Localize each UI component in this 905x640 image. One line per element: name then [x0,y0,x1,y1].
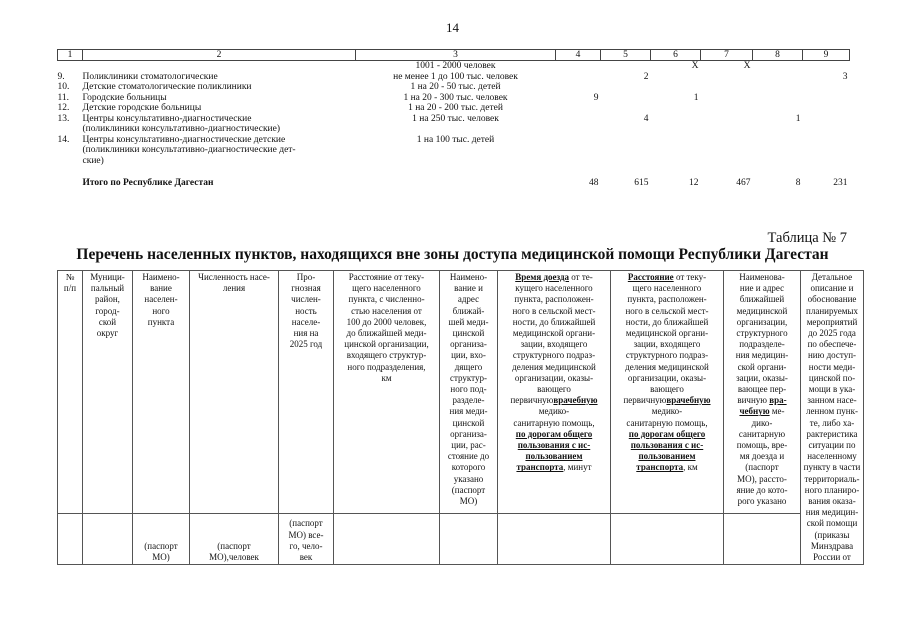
page-number: 14 [446,20,459,35]
count-cell [803,82,850,93]
col-header: 9 [803,50,850,61]
count-cell: 1 [795,113,801,124]
road-distance-text: от теку- щего населенного пункта, расположен- ного в сельской мест- ности, до ближайшей медицинской органи- зации, входящего структурного подраз- деления медицинской организации, оказы- вающего первичную [623,272,709,406]
header-cell-num: № п/п [58,271,83,514]
count-cell [556,135,601,167]
count-cell [803,135,850,167]
total-value: 231 [833,177,848,188]
facility-name: Центры консультативно-диагностические (поликлиники консультативно-диагностические) [82,113,281,134]
count-cell: 4 [643,113,649,124]
count-cell [651,72,701,83]
norm-value: 1001 - 2000 человек [415,61,496,71]
norm-value: не менее 1 до 100 тыс. человек [393,71,518,82]
table-row [58,82,850,93]
empty-cell [611,514,724,565]
count-cell [753,135,803,167]
count-cell [651,135,701,167]
sub-cell-passport: (паспорт МО) [133,514,190,565]
count-cell [753,82,803,93]
header-cell-settlement: Наимено- вание населен- ного пункта [133,271,190,514]
empty-cell [356,166,556,188]
count-cell [701,93,753,104]
header-cell-forecast: Про- гнозная числен- ность населе- ния на 2025 год [279,271,334,514]
table-row [58,72,850,83]
travel-time-unit: , минут [563,462,592,473]
count-cell [651,114,701,135]
road-distance-emph: врачебную [666,395,711,406]
road-distance-lead: Расстояние [627,272,674,282]
header-cell-measures: Детальное описание и обоснование планируемых мероприятий до 2025 года по обеспече- нию доступ- ности меди- цинской по- мощи в ука- занном насе- ленном пунк- те, либо ха- рактеристика ситуации по населенному пункту в части территориаль- ного планиро- вания оказа- ния медицин- ской помощи (приказы Минздрава России от [801,271,864,565]
count-cell: X [691,61,699,71]
empty-cell [724,514,801,565]
count-cell [556,61,601,72]
road-distance-roads: по дорогам общего пользования с ис- пользованием [628,428,706,462]
norm-value: 1 на 100 тыс. детей [416,134,495,145]
header-cell-distance: Расстояние от теку- щего населенного пункта, с численно- стью населения от 100 до 2000 человек, до ближайшей меди- цинской организации, входящего структур- ного подразделения, км [334,271,440,514]
norm-value: 1 на 20 - 200 тыс. детей [408,103,503,113]
header-cell-travel-time [498,271,611,514]
count-cell [651,103,701,114]
col-header: 6 [651,50,701,61]
col-header: 5 [601,50,651,61]
total-value: 8 [795,177,801,188]
travel-time-transport: транспорта [516,462,564,473]
facility-name: Поликлиники стоматологические [82,71,218,82]
header-cell-primary-care-org [724,271,801,514]
travel-time-lead: Время доезда [515,272,570,282]
header-row [58,271,864,514]
count-cell: 3 [842,71,848,82]
travel-time-roads: по дорогам общего пользования с ис- пользованием [515,428,593,462]
count-cell: X [743,61,751,71]
total-value: 615 [634,177,649,188]
header-sub-row [58,514,864,565]
col-header: 4 [556,50,601,61]
header-cell-nearest-org: Наимено- вание и адрес ближай- шей меди- цинской организа- ции, вхо- дящего структур- ного под- разделе- ния меди- цинской организа- ции, рас- стояние до которого указано (паспорт МО) [440,271,498,514]
total-label: Итого по Республике Дагестан [82,177,214,188]
count-cell [556,103,601,114]
col-header: 3 [356,50,556,61]
col-header: 7 [701,50,753,61]
total-value: 12 [689,177,699,188]
count-cell [701,82,753,93]
count-cell: 9 [593,92,599,103]
page-title: Перечень населенных пунктов, находящихся вне зоны доступа медицинской помощи Республики Дагестан [76,246,829,263]
count-cell [753,93,803,104]
empty-cell [58,514,83,565]
empty-cell [58,166,83,188]
count-cell [753,103,803,114]
empty-cell [440,514,498,565]
facility-name: Городские больницы [82,92,167,103]
row-number: 9. [57,71,65,82]
sub-cell-passport-people: (паспорт МО),человек [190,514,279,565]
facility-name: Детские городские больницы [82,103,202,113]
count-cell [803,114,850,135]
count-cell [803,61,850,72]
norm-value: 1 на 20 - 300 тыс. человек [403,92,508,103]
norm-value: 1 на 20 - 50 тыс. детей [410,82,501,92]
road-distance-text2: медико- санитарную помощь, [626,406,708,428]
row-number: 10. [57,82,70,92]
settlements-table [57,270,864,565]
count-cell [701,103,753,114]
row-number: 14. [57,134,70,145]
count-cell [651,82,701,93]
count-cell [601,61,651,72]
count-cell [556,72,601,83]
count-cell [803,93,850,104]
total-value: 467 [736,177,751,188]
count-cell [601,93,651,104]
table-row [58,103,850,114]
count-cell [556,114,601,135]
empty-cell [334,514,440,565]
count-cell [601,135,651,167]
road-distance-transport: транспорта [636,462,684,473]
travel-time-text2: медико- санитарную помощь, [513,406,595,428]
table-row [58,93,850,104]
primary-care-emph: вра- чебную [739,395,787,417]
count-cell [701,135,753,167]
total-row [58,166,850,188]
count-cell: 1 [693,92,699,103]
count-cell [556,82,601,93]
row-number [58,61,83,72]
table-row [58,61,850,72]
count-cell [601,103,651,114]
table-row [58,135,850,167]
count-cell [701,72,753,83]
col-header: 2 [83,50,356,61]
count-cell [601,82,651,93]
count-cell [803,103,850,114]
continuation-table [57,49,850,188]
column-number-row [58,50,850,61]
sub-cell-passport-total: (паспорт МО) все- го, чело- век [279,514,334,565]
empty-cell [498,514,611,565]
count-cell [701,114,753,135]
row-number: 13. [57,113,70,124]
count-cell: 2 [643,71,649,82]
facility-name: Детские стоматологические поликлиники [82,82,252,92]
row-number: 11. [57,92,70,103]
primary-care-text: Наименова- ние и адрес ближайшей медицинской организации, структурного подразделе- ния медицин- ской органи- зации, оказы- вающее пер- вичную [735,272,789,406]
total-value: 48 [589,177,599,188]
table-row [58,114,850,135]
header-cell-population: Численность насе- ления [190,271,279,514]
table-label: Таблица № 7 [767,230,847,246]
travel-time-emph: врачебную [553,395,598,406]
empty-cell [83,514,133,565]
row-number: 12. [57,103,70,113]
count-cell [753,72,803,83]
count-cell [753,61,803,72]
norm-value: 1 на 250 тыс. человек [412,113,499,124]
facility-name [83,61,356,72]
road-distance-unit: , км [683,462,698,473]
header-cell-district: Муници- пальный район, город- ской округ [83,271,133,514]
travel-time-text: от те- кущего населенного пункта, расположен- ного в сельской мест- ности, до ближайшей медицинской органи- зации, входящего структурного подраз- деления медицинской организации, оказы- вающего первичную [510,272,596,406]
col-header: 8 [753,50,803,61]
header-cell-road-distance [611,271,724,514]
col-header: 1 [58,50,83,61]
primary-care-text2: ме- дико- санитарную помощь, вре- мя доезда и (паспорт МО), рассто- яние до кото- рого указано [736,406,788,507]
facility-name: Центры консультативно-диагностические детские (поликлиники консультативно-диагностические дет- ские) [82,134,296,166]
